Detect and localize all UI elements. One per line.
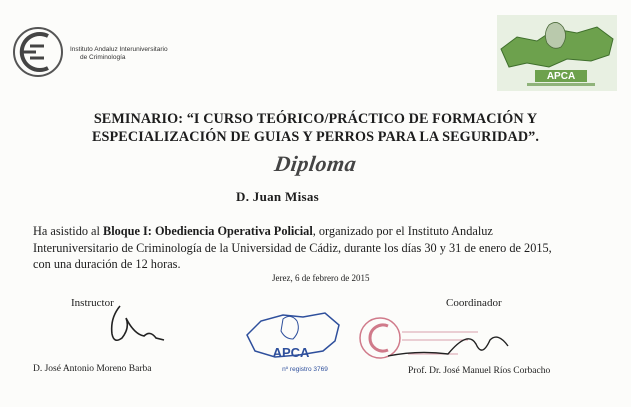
body-line2: Interuniversitario de Criminología de la Universidad de Cádiz, durante los días 30 y 31 de enero de 2015, (33, 240, 552, 255)
apca-stamp-icon (243, 305, 343, 375)
coordinator-name: Prof. Dr. José Manuel Ríos Corbacho (408, 366, 551, 376)
seminar-title-line1: SEMINARIO: “I CURSO TEÓRICO/PRÁCTICO DE FORMACIÓN Y (93, 111, 538, 127)
institute-name-line1: Instituto Andaluz Interuniversitario (70, 46, 168, 53)
instructor-label: Instructor (71, 297, 114, 309)
instructor-name: D. José Antonio Moreno Barba (33, 364, 152, 374)
institute-name (70, 46, 168, 62)
seminar-title (20, 110, 611, 146)
recipient-name: D. Juan Misas (236, 189, 319, 204)
stamp-registry: nº registro 3769 (282, 366, 328, 373)
coordinator-label: Coordinador (446, 297, 502, 309)
stamp-brand: APCA (272, 345, 310, 360)
institute-logo-icon (8, 22, 68, 82)
body-line1-end: , organizado por el Instituto Andaluz (312, 224, 493, 238)
institute-name-line2: de Criminología (80, 54, 126, 61)
apca-logo-text: APCA (546, 71, 576, 82)
seminar-title-line2: ESPECIALIZACIÓN DE GUIAS Y PERROS PARA LA SEGURIDAD”. (91, 129, 540, 145)
block-name: Bloque I: Obediencia Operativa Policial (103, 224, 313, 238)
body-line3: con una duración de 12 horas. (33, 257, 181, 271)
body-line1-start: Ha asistido al (33, 224, 104, 238)
body-line1 (33, 223, 613, 240)
apca-logo-icon (497, 15, 617, 91)
issue-date: Jerez, 6 de febrero de 2015 (272, 273, 370, 283)
diploma-heading: Diploma (272, 151, 359, 176)
certificate-body (33, 223, 613, 273)
institute-stamp-icon (358, 310, 518, 370)
